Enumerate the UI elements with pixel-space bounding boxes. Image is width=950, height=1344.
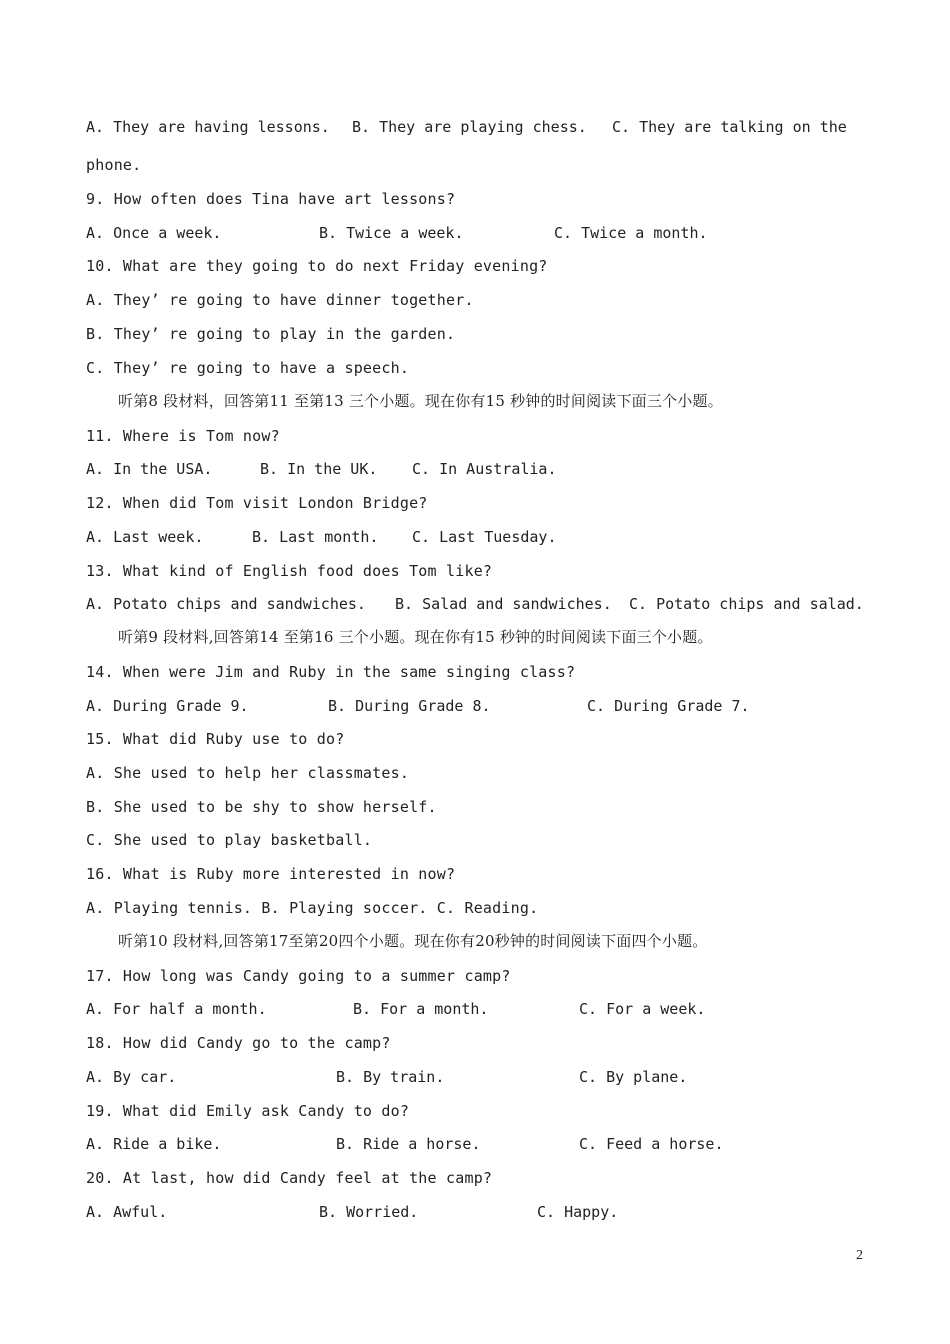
q9-question: 9. How often does Tina have art lessons? bbox=[86, 190, 456, 208]
q17-option-c: C. For a week. bbox=[579, 1000, 706, 1018]
q16-question: 16. What is Ruby more interested in now? bbox=[86, 865, 456, 883]
q13-option-a: A. Potato chips and sandwiches. bbox=[86, 595, 366, 613]
section-9-instruction: 听第9 段材料,回答第14 至第16 三个小题。现在你有15 秒钟的时间阅读下面三个小题。 bbox=[118, 628, 713, 646]
q8-option-c: C. They are talking on the bbox=[612, 118, 847, 136]
section-10-instruction: 听第10 段材料,回答第17至第20四个小题。现在你有20秒钟的时间阅读下面四个小题。 bbox=[118, 932, 708, 950]
q19-option-c: C. Feed a horse. bbox=[579, 1135, 724, 1153]
q9-option-c: C. Twice a month. bbox=[554, 224, 708, 242]
q10-option-c: C. They’ re going to have a speech. bbox=[86, 359, 410, 377]
q14-question: 14. When were Jim and Ruby in the same singing class? bbox=[86, 663, 576, 681]
q10-option-a: A. They’ re going to have dinner together. bbox=[86, 291, 474, 309]
q20-option-c: C. Happy. bbox=[537, 1203, 619, 1221]
q11-question: 11. Where is Tom now? bbox=[86, 427, 280, 445]
q8-option-b: B. They are playing chess. bbox=[352, 118, 587, 136]
q12-option-b: B. Last month. bbox=[252, 528, 379, 546]
q15-option-a: A. She used to help her classmates. bbox=[86, 764, 410, 782]
q19-question: 19. What did Emily ask Candy to do? bbox=[86, 1102, 410, 1120]
q15-question: 15. What did Ruby use to do? bbox=[86, 730, 345, 748]
q11-option-a: A. In the USA. bbox=[86, 460, 213, 478]
q13-question: 13. What kind of English food does Tom like? bbox=[86, 562, 493, 580]
q18-option-a: A. By car. bbox=[86, 1068, 177, 1086]
q9-option-b: B. Twice a week. bbox=[319, 224, 464, 242]
q19-option-b: B. Ride a horse. bbox=[336, 1135, 481, 1153]
q18-option-c: C. By plane. bbox=[579, 1068, 688, 1086]
q17-option-a: A. For half a month. bbox=[86, 1000, 267, 1018]
q13-option-c: C. Potato chips and salad. bbox=[629, 595, 864, 613]
section-8-instruction: 听第8 段材料，回答第11 至第13 三个小题。现在你有15 秒钟的时间阅读下面三个小题。 bbox=[118, 392, 723, 410]
q17-option-b: B. For a month. bbox=[353, 1000, 489, 1018]
q19-option-a: A. Ride a bike. bbox=[86, 1135, 222, 1153]
q10-question: 10. What are they going to do next Friday evening? bbox=[86, 257, 548, 275]
q20-option-a: A. Awful. bbox=[86, 1203, 168, 1221]
q20-option-b: B. Worried. bbox=[319, 1203, 419, 1221]
q12-option-c: C. Last Tuesday. bbox=[412, 528, 557, 546]
q11-option-c: C. In Australia. bbox=[412, 460, 557, 478]
q12-option-a: A. Last week. bbox=[86, 528, 204, 546]
q14-option-b: B. During Grade 8. bbox=[328, 697, 491, 715]
q13-option-b: B. Salad and sandwiches. bbox=[395, 595, 612, 613]
q16-options: A. Playing tennis. B. Playing soccer. C. Reading. bbox=[86, 899, 539, 917]
q15-option-b: B. She used to be shy to show herself. bbox=[86, 798, 437, 816]
q8-option-c-continued: phone. bbox=[86, 156, 142, 174]
q8-option-a: A. They are having lessons. bbox=[86, 118, 330, 136]
page-number: 2 bbox=[856, 1248, 863, 1263]
q11-option-b: B. In the UK. bbox=[260, 460, 378, 478]
q20-question: 20. At last, how did Candy feel at the camp? bbox=[86, 1169, 493, 1187]
q9-option-a: A. Once a week. bbox=[86, 224, 222, 242]
q14-option-a: A. During Grade 9. bbox=[86, 697, 249, 715]
q12-question: 12. When did Tom visit London Bridge? bbox=[86, 494, 428, 512]
q10-option-b: B. They’ re going to play in the garden. bbox=[86, 325, 456, 343]
q15-option-c: C. She used to play basketball. bbox=[86, 831, 373, 849]
q18-option-b: B. By train. bbox=[336, 1068, 445, 1086]
q14-option-c: C. During Grade 7. bbox=[587, 697, 750, 715]
q18-question: 18. How did Candy go to the camp? bbox=[86, 1034, 391, 1052]
q17-question: 17. How long was Candy going to a summer camp? bbox=[86, 967, 511, 985]
